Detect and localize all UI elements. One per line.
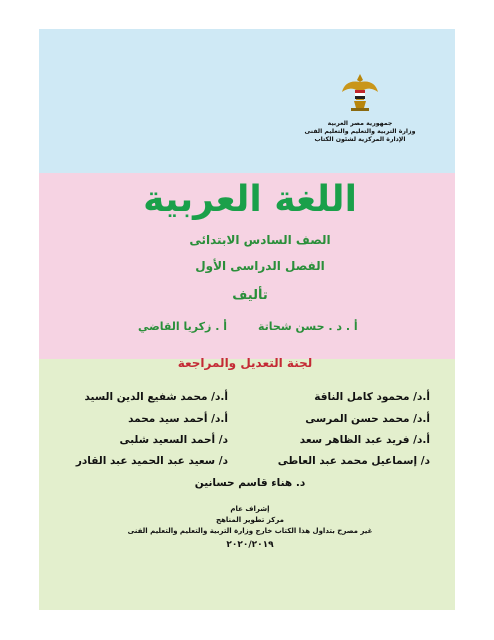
committee-member: أ.د/ فريد عبد الظاهر سعد bbox=[299, 434, 430, 446]
book-title: اللغة العربية bbox=[143, 179, 357, 220]
committee-member: د/ سعيد عبد الحميد عبد القادر bbox=[75, 455, 228, 467]
department-name: الإدارة المركزية لشئون الكتاب bbox=[314, 136, 406, 143]
committee-member: د. هناء قاسم حسانين bbox=[194, 477, 306, 489]
country-name: جمهورية مصر العربية bbox=[327, 120, 393, 127]
ministry-name: وزارة التربية والتعليم والتعليم الفنى bbox=[304, 128, 416, 135]
authorship-heading: تأليف bbox=[232, 288, 268, 303]
term-label: الفصل الدراسى الأول bbox=[195, 259, 325, 273]
committee-member: أ.د/ أحمد سيد محمد bbox=[128, 413, 228, 425]
committee-member: أ.د/ محمد حسن المرسى bbox=[305, 413, 430, 425]
committee-heading: لجنة التعديل والمراجعة bbox=[177, 356, 313, 370]
supervision-label: إشراف عام bbox=[230, 505, 270, 513]
circulation-notice: غير مصرح بتداول هذا الكتاب خارج وزارة التربية والتعليم والتعليم الفنى bbox=[127, 527, 373, 535]
grade-label: الصف السادس الابتدائى bbox=[189, 233, 331, 247]
eagle-emblem-icon bbox=[340, 70, 380, 114]
curriculum-center: مركز تطوير المناهج bbox=[216, 516, 284, 524]
academic-year: ٢٠٢٠/٢٠١٩ bbox=[226, 540, 274, 550]
committee-member: د/ أحمد السعيد شلبى bbox=[119, 434, 228, 446]
ministry-header bbox=[290, 120, 430, 144]
committee-member: أ.د/ محمود كامل الناقة bbox=[314, 391, 430, 403]
header-band bbox=[39, 29, 455, 173]
author-name: أ . د . حسن شحاتة bbox=[258, 320, 358, 333]
committee-member: د/ إسماعيل محمد عبد العاطى bbox=[277, 455, 430, 467]
committee-member: أ.د/ محمد شفيع الدين السيد bbox=[84, 391, 228, 403]
author-name: أ . زكريا القاضي bbox=[138, 320, 227, 333]
